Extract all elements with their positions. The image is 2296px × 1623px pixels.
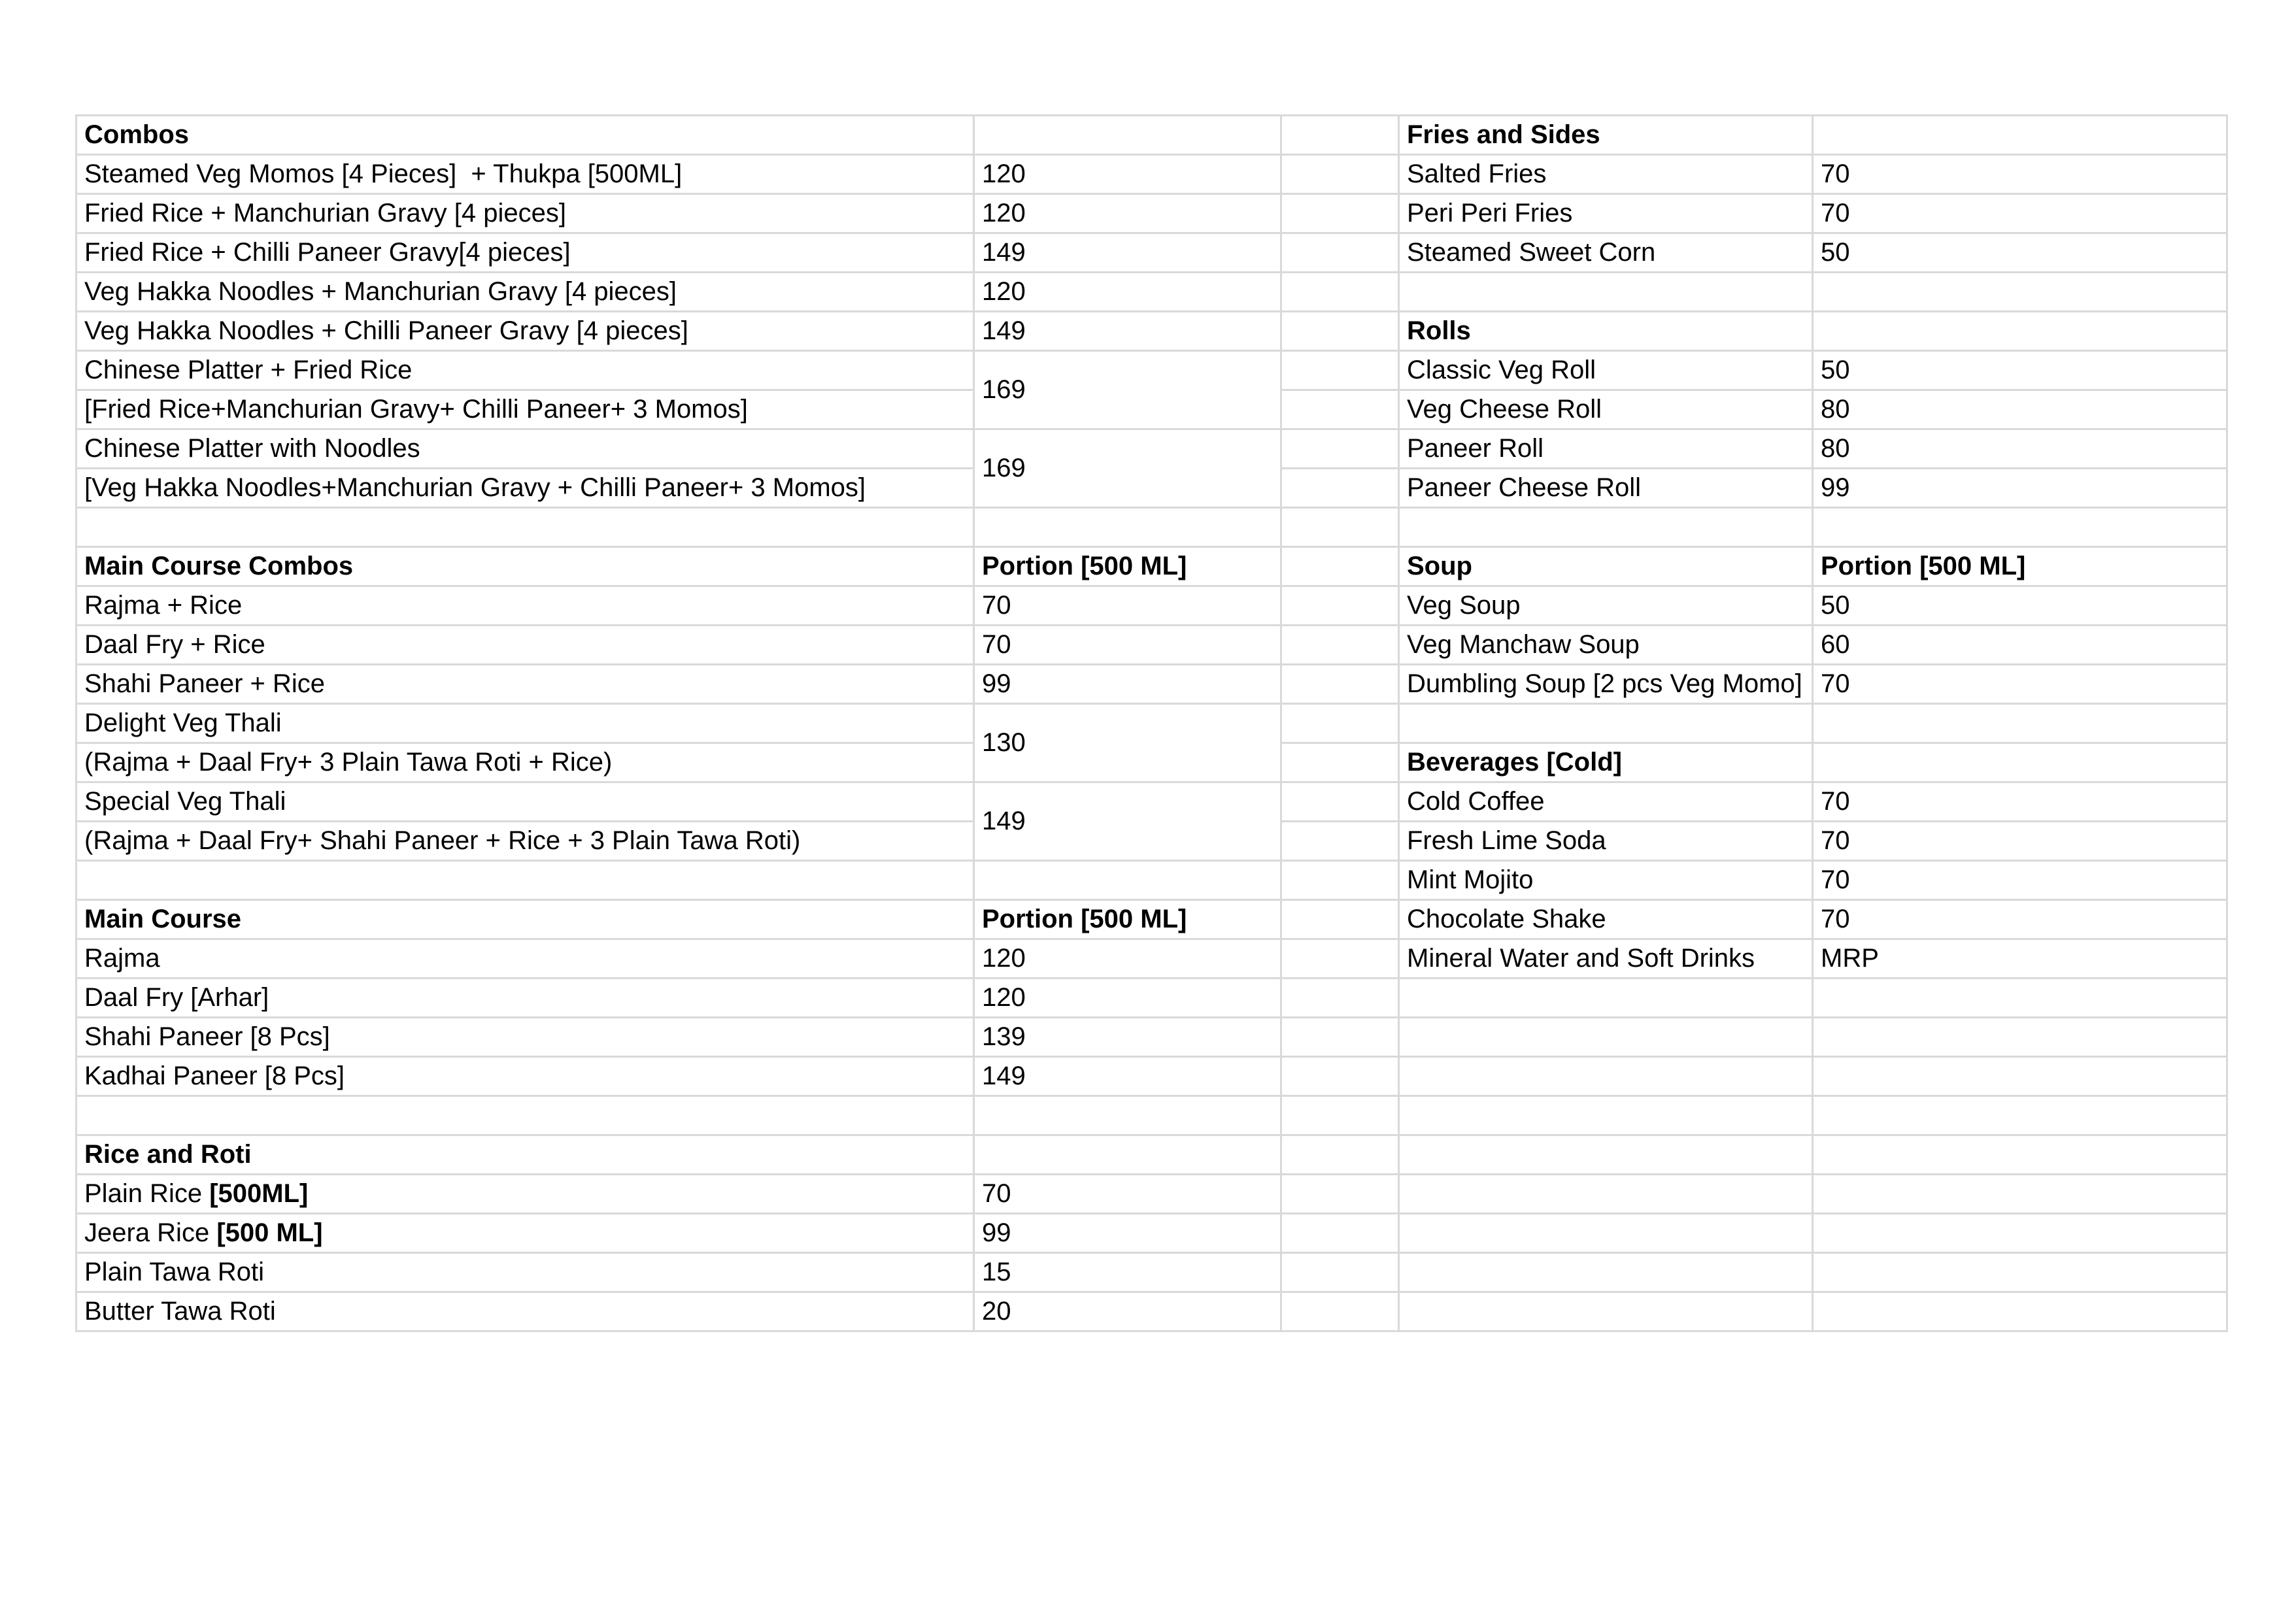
table-cell: Cold Coffee xyxy=(1399,782,1813,822)
empty-cell xyxy=(1281,1253,1399,1292)
table-cell: Paneer Roll xyxy=(1399,429,1813,469)
empty-cell xyxy=(1813,1057,2227,1096)
table-cell: 70 xyxy=(1813,155,2227,194)
empty-cell xyxy=(1399,1292,1813,1331)
empty-cell xyxy=(1399,1018,1813,1057)
section-header-cell: Main Course Combos xyxy=(76,547,974,586)
empty-cell xyxy=(1399,1214,1813,1253)
table-row xyxy=(76,429,2227,469)
table-cell: Chinese Platter + Fried Rice xyxy=(76,351,974,390)
table-cell: Rajma xyxy=(76,939,974,979)
section-header-cell: Portion [500 ML] xyxy=(974,547,1281,586)
table-cell: Plain Tawa Roti xyxy=(76,1253,974,1292)
table-cell: Chocolate Shake xyxy=(1399,900,1813,939)
empty-cell xyxy=(1281,1057,1399,1096)
section-header-cell: Rice and Roti xyxy=(76,1135,974,1175)
empty-cell xyxy=(1813,704,2227,743)
table-cell: Steamed Veg Momos [4 Pieces] + Thukpa [500ML] xyxy=(76,155,974,194)
table-cell: Daal Fry + Rice xyxy=(76,626,974,665)
table-cell: Rajma + Rice xyxy=(76,586,974,626)
table-cell: Peri Peri Fries xyxy=(1399,194,1813,233)
table-cell: Veg Hakka Noodles + Chilli Paneer Gravy [4 pieces] xyxy=(76,312,974,351)
empty-cell xyxy=(1281,273,1399,312)
empty-cell xyxy=(974,1135,1281,1175)
empty-cell xyxy=(1281,1096,1399,1135)
table-cell: 120 xyxy=(974,273,1281,312)
table-cell: 70 xyxy=(1813,665,2227,704)
empty-cell xyxy=(1813,1253,2227,1292)
menu-table-body xyxy=(76,116,2227,1331)
empty-cell xyxy=(1813,116,2227,155)
item-name: Jeera Rice xyxy=(84,1218,217,1247)
empty-cell xyxy=(1399,1057,1813,1096)
empty-cell xyxy=(1281,1175,1399,1214)
table-row xyxy=(76,1018,2227,1057)
empty-cell xyxy=(1813,508,2227,547)
empty-cell xyxy=(1813,1292,2227,1331)
table-row xyxy=(76,1057,2227,1096)
empty-cell xyxy=(1399,273,1813,312)
table-row xyxy=(76,1253,2227,1292)
table-cell: 70 xyxy=(974,626,1281,665)
table-cell: Fresh Lime Soda xyxy=(1399,822,1813,861)
empty-cell xyxy=(1281,743,1399,782)
empty-cell xyxy=(1281,351,1399,390)
table-cell: 20 xyxy=(974,1292,1281,1331)
table-cell: 169 xyxy=(974,429,1281,508)
empty-cell xyxy=(1281,429,1399,469)
table-cell: 169 xyxy=(974,351,1281,429)
table-cell: Veg Manchaw Soup xyxy=(1399,626,1813,665)
table-cell: 70 xyxy=(974,1175,1281,1214)
table-cell: [Veg Hakka Noodles+Manchurian Gravy + Chilli Paneer+ 3 Momos] xyxy=(76,469,974,508)
empty-cell xyxy=(1399,508,1813,547)
empty-cell xyxy=(1281,822,1399,861)
table-cell: 120 xyxy=(974,155,1281,194)
empty-cell xyxy=(1281,1018,1399,1057)
table-row xyxy=(76,1292,2227,1331)
table-cell: [Fried Rice+Manchurian Gravy+ Chilli Paneer+ 3 Momos] xyxy=(76,390,974,429)
table-cell: Daal Fry [Arhar] xyxy=(76,979,974,1018)
empty-cell xyxy=(1813,1135,2227,1175)
item-portion: [500 ML] xyxy=(216,1218,323,1247)
table-cell: 70 xyxy=(1813,900,2227,939)
table-row xyxy=(76,782,2227,822)
item-portion: [500ML] xyxy=(209,1179,309,1208)
table-cell xyxy=(76,1175,974,1214)
table-cell: Shahi Paneer + Rice xyxy=(76,665,974,704)
section-header-cell: Main Course xyxy=(76,900,974,939)
table-row xyxy=(76,1175,2227,1214)
table-row xyxy=(76,194,2227,233)
table-cell: 50 xyxy=(1813,233,2227,273)
table-row xyxy=(76,312,2227,351)
table-cell: Shahi Paneer [8 Pcs] xyxy=(76,1018,974,1057)
table-row xyxy=(76,704,2227,743)
empty-cell xyxy=(76,861,974,900)
empty-cell xyxy=(1281,939,1399,979)
section-header-cell: Portion [500 ML] xyxy=(1813,547,2227,586)
table-cell: 80 xyxy=(1813,390,2227,429)
table-cell: 70 xyxy=(1813,822,2227,861)
table-cell: MRP xyxy=(1813,939,2227,979)
table-cell: 120 xyxy=(974,939,1281,979)
table-cell: Mint Mojito xyxy=(1399,861,1813,900)
empty-cell xyxy=(1281,194,1399,233)
table-row xyxy=(76,626,2227,665)
table-cell: Paneer Cheese Roll xyxy=(1399,469,1813,508)
table-cell: Dumbling Soup [2 pcs Veg Momo] xyxy=(1399,665,1813,704)
table-cell: Mineral Water and Soft Drinks xyxy=(1399,939,1813,979)
empty-cell xyxy=(1399,979,1813,1018)
menu-table xyxy=(75,114,2228,1332)
empty-cell xyxy=(1281,312,1399,351)
table-row xyxy=(76,1214,2227,1253)
table-cell: 99 xyxy=(974,665,1281,704)
table-row xyxy=(76,351,2227,390)
empty-cell xyxy=(76,1096,974,1135)
empty-cell xyxy=(974,508,1281,547)
table-row xyxy=(76,508,2227,547)
section-header-cell: Beverages [Cold] xyxy=(1399,743,1813,782)
empty-cell xyxy=(974,1096,1281,1135)
table-row xyxy=(76,1096,2227,1135)
table-cell: 149 xyxy=(974,1057,1281,1096)
table-cell: Veg Cheese Roll xyxy=(1399,390,1813,429)
table-cell: Fried Rice + Manchurian Gravy [4 pieces] xyxy=(76,194,974,233)
table-cell: (Rajma + Daal Fry+ Shahi Paneer + Rice + 3 Plain Tawa Roti) xyxy=(76,822,974,861)
empty-cell xyxy=(1813,273,2227,312)
empty-cell xyxy=(1399,704,1813,743)
table-cell: 149 xyxy=(974,782,1281,861)
table-cell: 139 xyxy=(974,1018,1281,1057)
empty-cell xyxy=(1281,469,1399,508)
empty-cell xyxy=(1399,1135,1813,1175)
empty-cell xyxy=(1813,979,2227,1018)
empty-cell xyxy=(76,508,974,547)
table-cell: 50 xyxy=(1813,351,2227,390)
table-cell: 149 xyxy=(974,312,1281,351)
table-cell: 120 xyxy=(974,979,1281,1018)
table-cell: Butter Tawa Roti xyxy=(76,1292,974,1331)
section-header-cell: Fries and Sides xyxy=(1399,116,1813,155)
table-row xyxy=(76,861,2227,900)
empty-cell xyxy=(1813,1096,2227,1135)
empty-cell xyxy=(1281,233,1399,273)
table-row xyxy=(76,233,2227,273)
table-row xyxy=(76,979,2227,1018)
table-row xyxy=(76,1135,2227,1175)
table-cell: 99 xyxy=(1813,469,2227,508)
table-cell: (Rajma + Daal Fry+ 3 Plain Tawa Roti + Rice) xyxy=(76,743,974,782)
section-header-cell: Portion [500 ML] xyxy=(974,900,1281,939)
table-row xyxy=(76,547,2227,586)
table-row xyxy=(76,586,2227,626)
table-cell: 120 xyxy=(974,194,1281,233)
table-cell: Veg Soup xyxy=(1399,586,1813,626)
empty-cell xyxy=(1399,1175,1813,1214)
table-cell: Veg Hakka Noodles + Manchurian Gravy [4 pieces] xyxy=(76,273,974,312)
table-cell: Fried Rice + Chilli Paneer Gravy[4 pieces] xyxy=(76,233,974,273)
table-row xyxy=(76,939,2227,979)
table-row xyxy=(76,665,2227,704)
table-cell: Kadhai Paneer [8 Pcs] xyxy=(76,1057,974,1096)
table-cell: 70 xyxy=(1813,782,2227,822)
empty-cell xyxy=(974,861,1281,900)
table-cell: 15 xyxy=(974,1253,1281,1292)
section-header-cell: Soup xyxy=(1399,547,1813,586)
table-cell: Classic Veg Roll xyxy=(1399,351,1813,390)
empty-cell xyxy=(1813,743,2227,782)
table-cell: 80 xyxy=(1813,429,2227,469)
empty-cell xyxy=(1813,1175,2227,1214)
table-cell: 130 xyxy=(974,704,1281,782)
empty-cell xyxy=(1281,861,1399,900)
empty-cell xyxy=(1813,312,2227,351)
empty-cell xyxy=(1281,155,1399,194)
table-cell: 149 xyxy=(974,233,1281,273)
empty-cell xyxy=(1281,508,1399,547)
table-cell: 70 xyxy=(1813,194,2227,233)
table-cell: 50 xyxy=(1813,586,2227,626)
empty-cell xyxy=(1281,979,1399,1018)
table-cell: 70 xyxy=(1813,861,2227,900)
empty-cell xyxy=(1281,626,1399,665)
table-cell: Chinese Platter with Noodles xyxy=(76,429,974,469)
table-cell: 70 xyxy=(974,586,1281,626)
table-row xyxy=(76,273,2227,312)
empty-cell xyxy=(1281,1135,1399,1175)
empty-cell xyxy=(1813,1018,2227,1057)
empty-cell xyxy=(1281,586,1399,626)
item-name: Plain Rice xyxy=(84,1179,210,1208)
table-cell: 99 xyxy=(974,1214,1281,1253)
table-cell: Special Veg Thali xyxy=(76,782,974,822)
empty-cell xyxy=(1281,1292,1399,1331)
table-cell: Steamed Sweet Corn xyxy=(1399,233,1813,273)
empty-cell xyxy=(1281,704,1399,743)
empty-cell xyxy=(1281,782,1399,822)
empty-cell xyxy=(1281,900,1399,939)
empty-cell xyxy=(1281,547,1399,586)
table-cell: Delight Veg Thali xyxy=(76,704,974,743)
table-row xyxy=(76,900,2227,939)
empty-cell xyxy=(974,116,1281,155)
empty-cell xyxy=(1281,665,1399,704)
table-cell xyxy=(76,1214,974,1253)
empty-cell xyxy=(1281,116,1399,155)
empty-cell xyxy=(1813,1214,2227,1253)
section-header-cell: Rolls xyxy=(1399,312,1813,351)
table-row xyxy=(76,155,2227,194)
section-header-cell: Combos xyxy=(76,116,974,155)
empty-cell xyxy=(1399,1096,1813,1135)
empty-cell xyxy=(1399,1253,1813,1292)
table-row xyxy=(76,116,2227,155)
table-cell: 60 xyxy=(1813,626,2227,665)
empty-cell xyxy=(1281,1214,1399,1253)
empty-cell xyxy=(1281,390,1399,429)
table-cell: Salted Fries xyxy=(1399,155,1813,194)
